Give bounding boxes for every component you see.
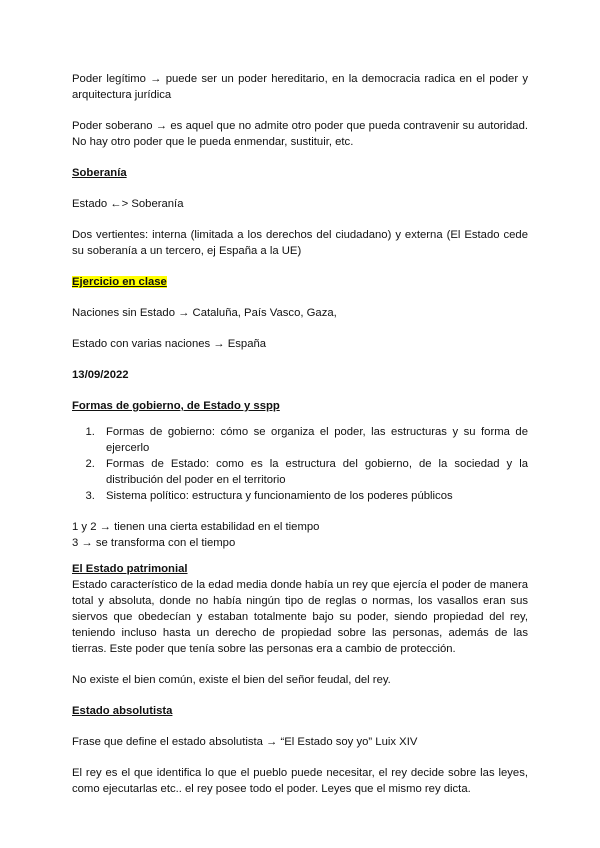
paragraph-estado-soberania: Estado ←> Soberanía [72,198,184,210]
list-item: 2. Formas de Estado: como es la estructura del gobierno, de la sociedad y la distribución del poder en el territorio [98,456,528,488]
date-heading: 13/09/2022 [72,369,129,381]
heading-estado-absolutista: Estado absolutista [72,705,173,717]
list-item: 1. Formas de gobierno: cómo se organiza el poder, las estructuras y su forma de ejercerlo [98,424,528,456]
paragraph-estabilidad: 1 y 2 → tienen una cierta estabilidad en el tiempo [72,521,320,533]
heading-ejercicio [72,274,528,290]
highlighted-heading-text: Ejercicio en clase [72,276,167,288]
paragraph-estado-varias-naciones: Estado con varias naciones → España [72,338,267,350]
heading-formas-gobierno: Formas de gobierno, de Estado y sspp [72,400,280,412]
paragraph-estado-patrimonial: Estado característico de la edad media donde había un rey que ejercía el poder de manera total y absoluta, donde no había ningún tipo de reglas o normas, los vasallos eran sus siervos que obedecían y estaban totalmente bajo su poder, siendo propiedad del rey, teniendo incluso hasta un derecho de propiedad sobre las personas, además de las tierras. Este poder que tenía sobre las personas era a cambio de protección. [72,579,528,655]
paragraph-bien-comun: No existe el bien común, existe el bien del señor feudal, del rey. [72,674,391,686]
paragraph-naciones-sin-estado: Naciones sin Estado → Cataluña, País Vasco, Gaza, [72,307,337,319]
paragraph-poder-legitimo: Poder legítimo → puede ser un poder hereditario, en la democracia radica en el poder y arquitectura jurídica [72,73,528,101]
paragraph-transforma: 3 → se transforma con el tiempo [72,537,236,549]
heading-soberania: Soberanía [72,167,127,179]
paragraph-dos-vertientes: Dos vertientes: interna (limitada a los derechos del ciudadano) y externa (El Estado cede su soberanía a un tercero, ej España a la UE) [72,229,528,257]
paragraph-poder-soberano: Poder soberano → es aquel que no admite otro poder que pueda contravenir su autoridad. No hay otro poder que le pueda enmendar, sustituir, etc. [72,120,528,148]
paragraph-rey-leyes: El rey es el que identifica lo que el pueblo puede necesitar, el rey decide sobre las leyes, como ejecutarlas etc.. el rey posee todo el poder. Leyes que el mismo rey dicta. [72,767,528,795]
heading-estado-patrimonial: El Estado patrimonial [72,563,188,575]
paragraph-frase-absolutista: Frase que define el estado absolutista → “El Estado soy yo” Luix XIV [72,736,418,748]
numbered-list [72,424,528,504]
list-item: 3. Sistema político: estructura y funcionamiento de los poderes públicos [98,488,528,504]
